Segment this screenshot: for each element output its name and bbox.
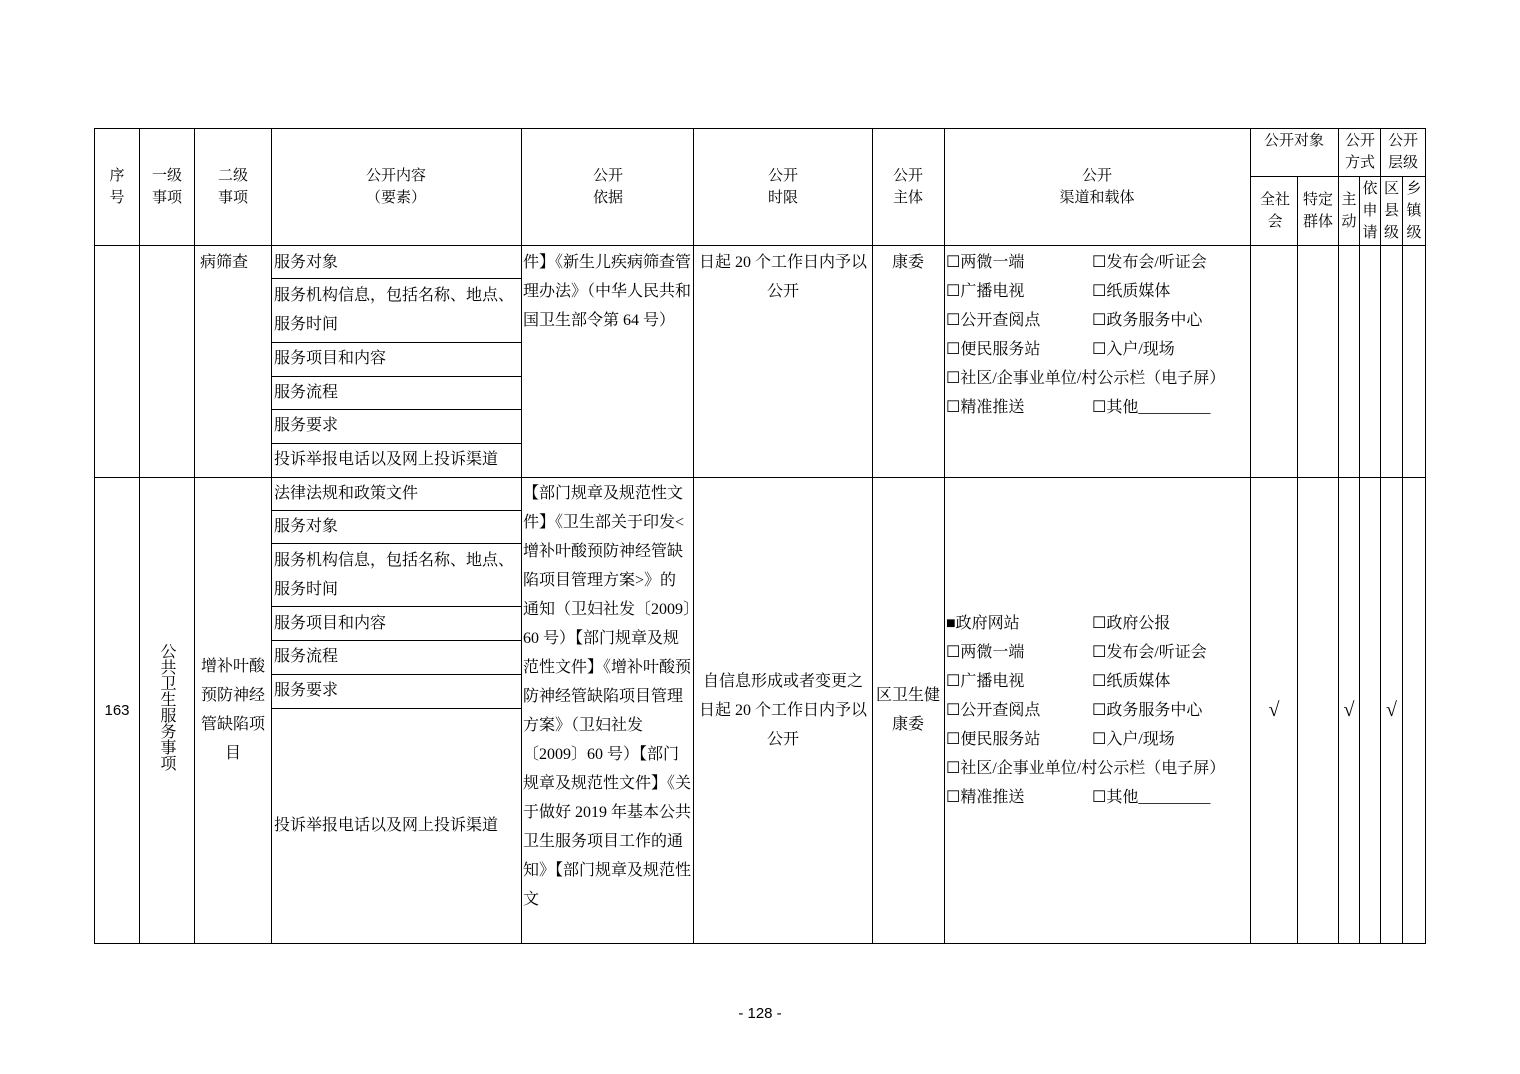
header-content-line2: （要素）	[365, 189, 426, 206]
row1-channel-station-checkbox[interactable]: ☐便民服务站	[946, 341, 1041, 358]
row2-content-6: 投诉举报电话以及网上投诉渠道	[274, 817, 499, 834]
row1-content-5: 投诉举报电话以及网上投诉渠道	[274, 451, 499, 468]
row1-channel-tv-checkbox[interactable]: ☐广播电视	[946, 283, 1025, 300]
content-divider	[271, 443, 521, 444]
header-method: 公开方式	[1344, 132, 1375, 171]
row2-content-5: 服务要求	[274, 682, 339, 699]
col-border	[693, 128, 694, 944]
row2-subject: 区卫生健康委	[875, 687, 940, 733]
col-border	[1250, 128, 1251, 944]
table-top-border	[94, 128, 1426, 129]
header-bottom-border	[94, 245, 1426, 246]
header-level-town: 乡镇级	[1406, 180, 1422, 241]
header-object-group: 特定群体	[1302, 191, 1333, 230]
content-divider	[271, 640, 521, 641]
header-level1: 一级事项	[151, 167, 182, 206]
row2-level1: 公共卫生服务事项	[158, 643, 175, 771]
col-border	[1359, 176, 1360, 944]
col-border	[139, 128, 140, 944]
row1-level2: 病筛查	[200, 254, 249, 271]
header-level: 公开层级	[1387, 132, 1418, 171]
col-border	[872, 128, 873, 944]
row2-channel-bulletin-checkbox[interactable]: ☐社区/企事业单位/村公示栏（电子屏）	[946, 760, 1226, 777]
header-level2: 二级事项	[217, 167, 248, 206]
content-divider	[271, 708, 521, 709]
row1-channel-push-checkbox[interactable]: ☐精准推送	[946, 399, 1025, 416]
row2-content-1: 服务对象	[274, 518, 339, 535]
row2-channel-other-checkbox[interactable]: ☐其他_________	[1092, 789, 1211, 806]
row2-check-county: √	[1386, 699, 1397, 721]
row1-subject: 康委	[891, 254, 924, 271]
col-border	[1297, 176, 1298, 944]
row2-channel-service-center-checkbox[interactable]: ☐政务服务中心	[1092, 702, 1203, 719]
page-number: - 128 -	[738, 1005, 782, 1022]
col-border	[521, 128, 522, 944]
row1-channel-other-checkbox[interactable]: ☐其他_________	[1092, 399, 1211, 416]
row-divider	[94, 477, 1426, 478]
col-border	[271, 128, 272, 944]
row1-content-0: 服务对象	[274, 254, 339, 271]
row2-check-active: √	[1343, 699, 1355, 721]
col-border	[944, 128, 945, 944]
table-bottom-border	[94, 943, 1426, 944]
content-divider	[271, 543, 521, 544]
row2-channel-gazette-checkbox[interactable]: ☐政府公报	[1092, 615, 1171, 632]
row1-content-4: 服务要求	[274, 417, 339, 434]
header-time-limit: 公开时限	[767, 167, 798, 206]
row2-channel-reading-checkbox[interactable]: ☐公开查阅点	[946, 702, 1041, 719]
row2-channel-website-checkbox[interactable]: ■政府网站	[946, 615, 1020, 632]
row1-channel-reading-checkbox[interactable]: ☐公开查阅点	[946, 312, 1041, 329]
row1-channel-press-checkbox[interactable]: ☐发布会/听证会	[1092, 254, 1207, 271]
row2-channel-press-checkbox[interactable]: ☐发布会/听证会	[1092, 644, 1207, 661]
row1-content-3: 服务流程	[274, 384, 339, 401]
header-channel-line1: 公开	[1081, 167, 1112, 184]
header-object-all: 全社会	[1259, 191, 1290, 230]
row2-content-3: 服务项目和内容	[274, 615, 387, 632]
row2-content-4: 服务流程	[274, 648, 339, 665]
row2-channel-tv-checkbox[interactable]: ☐广播电视	[946, 673, 1025, 690]
content-divider	[271, 510, 521, 511]
content-divider	[271, 606, 521, 607]
col-border	[194, 128, 195, 944]
row2-channel-onsite-checkbox[interactable]: ☐入户/现场	[1092, 731, 1175, 748]
row2-channel-station-checkbox[interactable]: ☐便民服务站	[946, 731, 1041, 748]
header-method-active: 主动	[1341, 191, 1357, 230]
row1-channel-service-center-checkbox[interactable]: ☐政务服务中心	[1092, 312, 1203, 329]
row1-content-1: 服务机构信息，包括名称、地点、服务时间	[274, 287, 515, 333]
row2-seq: 163	[104, 702, 130, 719]
row2-channel-push-checkbox[interactable]: ☐精准推送	[946, 789, 1025, 806]
row2-time-limit: 自信息形成或者变更之日起 20 个工作日内予以公开	[698, 673, 867, 748]
col-border	[1402, 176, 1403, 944]
content-divider	[271, 409, 521, 410]
row1-content-2: 服务项目和内容	[274, 350, 387, 367]
col-border	[94, 128, 95, 944]
row2-content-2: 服务机构信息，包括名称、地点、服务时间	[274, 552, 515, 598]
col-border	[1425, 128, 1426, 944]
header-channel	[1040, 165, 1154, 209]
col-border	[1380, 128, 1381, 944]
content-divider	[271, 376, 521, 377]
row1-channel-onsite-checkbox[interactable]: ☐入户/现场	[1092, 341, 1175, 358]
col-border	[1338, 128, 1339, 944]
header-content-line1: 公开内容	[365, 167, 426, 184]
content-divider	[271, 278, 521, 279]
header-subject: 公开主体	[892, 167, 923, 206]
row2-content-0: 法律法规和政策文件	[274, 485, 419, 502]
row2-channel-wechat-checkbox[interactable]: ☐两微一端	[946, 644, 1025, 661]
row2-level2: 增补叶酸预防神经管缺陷项目	[200, 658, 265, 762]
header-seq: 序号	[109, 167, 125, 206]
row1-channel-paper-checkbox[interactable]: ☐纸质媒体	[1092, 283, 1171, 300]
header-method-apply: 依申请	[1362, 180, 1378, 241]
row2-check-all: √	[1268, 699, 1280, 721]
row2-basis: 【部门规章及规范性文件】《卫生部关于印发<增补叶酸预防神经管缺陷项目管理方案>》的通知（卫妇社发〔2009〕60 号）【部门规章及规范性文件】《增补叶酸预防神经管缺陷项目管理方案》（卫妇社发〔2009〕60 号）【部门规章及规范性文件】《关于做好 2019 年基本公共卫生服务项目工作的通知》【部门规章及规范性文	[523, 485, 692, 908]
content-divider	[271, 342, 521, 343]
header-basis: 公开依据	[592, 167, 623, 206]
content-divider	[271, 674, 521, 675]
row1-basis: 件】《新生儿疾病筛查管理办法》（中华人民共和国卫生部令第 64 号）	[523, 254, 692, 329]
header-content	[272, 165, 520, 209]
header-level-county: 区县级	[1383, 180, 1399, 241]
row1-channel-wechat-checkbox[interactable]: ☐两微一端	[946, 254, 1025, 271]
header-object: 公开对象	[1263, 132, 1324, 149]
row2-channel-paper-checkbox[interactable]: ☐纸质媒体	[1092, 673, 1171, 690]
row1-channel-bulletin-checkbox[interactable]: ☐社区/企事业单位/村公示栏（电子屏）	[946, 370, 1226, 387]
header-channel-line2: 渠道和载体	[1059, 189, 1135, 206]
row1-time-limit: 日起 20 个工作日内予以公开	[698, 254, 867, 300]
